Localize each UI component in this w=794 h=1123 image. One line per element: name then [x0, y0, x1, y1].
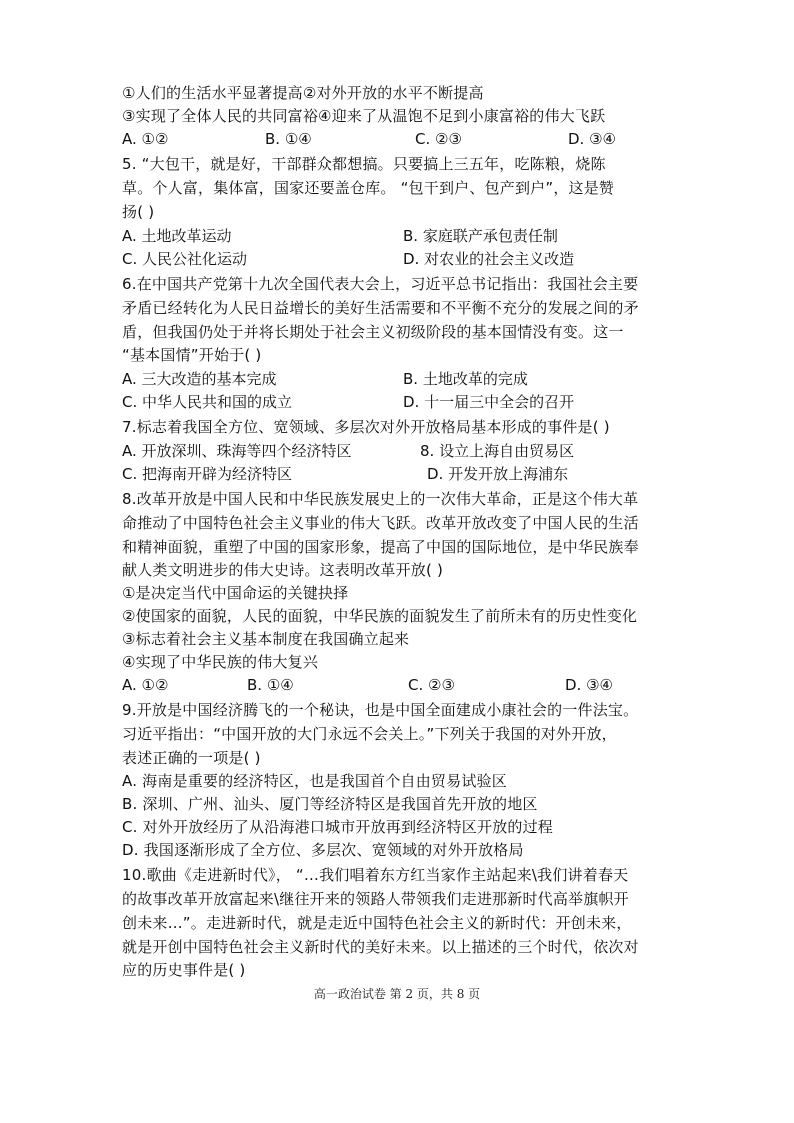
q6-stem-line: 矛盾已经转化为人民日益增长的美好生活需要和不平衡不充分的发展之间的矛 — [122, 299, 639, 317]
q9-option-b[interactable]: B. 深圳、广州、汕头、厦门等经济特区是我国首先开放的地区 — [122, 795, 538, 813]
q8-option-c[interactable]: C. ②③ — [408, 676, 455, 694]
q7-option-b[interactable]: 8. 设立上海自由贸易区 — [420, 442, 575, 460]
q8-option-b[interactable]: B. ①④ — [247, 676, 294, 694]
q9-stem-line: 9.开放是中国经济腾飞的一个秘诀，也是中国全面建成小康社会的一件法宝。 — [122, 701, 639, 719]
q10-stem-line: 应的历史事件是( ) — [122, 961, 246, 979]
q8-statement-line: ④实现了中华民族的伟大复兴 — [122, 653, 319, 671]
q4-statement-line: ①人们的生活水平显著提高②对外开放的水平不断提高 — [122, 84, 484, 102]
q7-option-a[interactable]: A. 开放深圳、珠海等四个经济特区 — [122, 442, 352, 460]
q5-stem-line: 5. “大包干，就是好，干部群众都想搞。只要搞上三五年，吃陈粮，烧陈 — [122, 155, 606, 173]
q7-option-d[interactable]: D. 开发开放上海浦东 — [427, 465, 569, 483]
q8-stem-line: 和精神面貌，重塑了中国的国家形象，提高了中国的国际地位，是中华民族奉 — [122, 538, 639, 556]
q8-statement-line: ③标志着社会主义基本制度在我国确立起来 — [122, 630, 410, 648]
q7-stem-line: 7.标志着我国全方位、宽领域、多层次对外开放格局基本形成的事件是( ) — [122, 418, 610, 436]
q8-option-a[interactable]: A. ①② — [122, 676, 169, 694]
q5-option-d[interactable]: D. 对农业的社会主义改造 — [403, 250, 575, 268]
q4-option-c[interactable]: C. ②③ — [415, 130, 462, 148]
q8-statement-line: ②使国家的面貌，人民的面貌，中华民族的面貌发生了前所未有的历史性变化 — [122, 607, 638, 625]
q8-stem-line: 8.改革开放是中国人民和中华民族发展史上的一次伟大革命，正是这个伟大革 — [122, 490, 639, 508]
q6-option-c[interactable]: C. 中华人民共和国的成立 — [122, 393, 293, 411]
q5-option-b[interactable]: B. 家庭联产承包责任制 — [403, 227, 558, 245]
q6-option-a[interactable]: A. 三大改造的基本完成 — [122, 370, 277, 388]
q10-stem-line: 的故事改革开放富起来\继往开来的领路人带领我们走进那新时代高举旗帜开 — [122, 890, 629, 908]
q4-option-a[interactable]: A. ①② — [122, 130, 169, 148]
q4-option-d[interactable]: D. ③④ — [568, 130, 616, 148]
q5-option-a[interactable]: A. 土地改革运动 — [122, 227, 232, 245]
q6-stem-line: “基本国情”开始于( ) — [122, 346, 262, 364]
q7-option-c[interactable]: C. 把海南开辟为经济特区 — [122, 465, 293, 483]
q8-statement-line: ①是决定当代中国命运的关键抉择 — [122, 584, 349, 602]
page-footer: 高一政治试卷 第 2 页，共 8 页 — [313, 987, 481, 1001]
q8-stem-line: 献人类文明进步的伟大史诗。这表明改革开放( ) — [122, 561, 444, 579]
q8-option-d[interactable]: D. ③④ — [565, 676, 613, 694]
q10-stem-line: 创未来…”。走进新时代，就是走近中国特色社会主义的新时代：开创未来， — [122, 914, 632, 932]
q5-stem-line: 扬( ) — [122, 203, 155, 221]
q8-stem-line: 命推动了中国特色社会主义事业的伟大飞跃。改革开放改变了中国人民的生活 — [122, 514, 639, 532]
q6-stem-line: 盾，但我国仍处于并将长期处于社会主义初级阶段的基本国情没有变。这一 — [122, 323, 624, 341]
q9-stem-line: 习近平指出：“中国开放的大门永远不会关上。”下列关于我国的对外开放， — [122, 725, 617, 743]
q9-stem-line: 表述正确的一项是( ) — [122, 749, 261, 767]
q4-statement-line: ③实现了全体人民的共同富裕④迎来了从温饱不足到小康富裕的伟大飞跃 — [122, 107, 606, 125]
q5-stem-line: 草。个人富，集体富，国家还要盖仓库。 “包干到户、包产到户”，这是赞 — [122, 179, 615, 197]
q9-option-a[interactable]: A. 海南是重要的经济特区，也是我国首个自由贸易试验区 — [122, 772, 507, 790]
q9-option-d[interactable]: D. 我国逐渐形成了全方位、多层次、宽领域的对外开放格局 — [122, 841, 524, 859]
q6-stem-line: 6.在中国共产党第十九次全国代表大会上，习近平总书记指出：我国社会主要 — [122, 275, 639, 293]
q10-stem-line: 就是开创中国特色社会主义新时代的美好未来。以上描述的三个时代，依次对 — [122, 938, 639, 956]
q5-option-c[interactable]: C. 人民公社化运动 — [122, 250, 248, 268]
q9-option-c[interactable]: C. 对外开放经历了从沿海港口城市开放再到经济特区开放的过程 — [122, 818, 554, 836]
q6-option-b[interactable]: B. 土地改革的完成 — [403, 370, 528, 388]
q4-option-b[interactable]: B. ①④ — [265, 130, 312, 148]
q6-option-d[interactable]: D. 十一届三中全会的召开 — [403, 393, 575, 411]
q10-stem-line: 10.歌曲《走进新时代》， “…我们唱着东方红当家作主站起来\我们讲着春天 — [122, 866, 629, 884]
